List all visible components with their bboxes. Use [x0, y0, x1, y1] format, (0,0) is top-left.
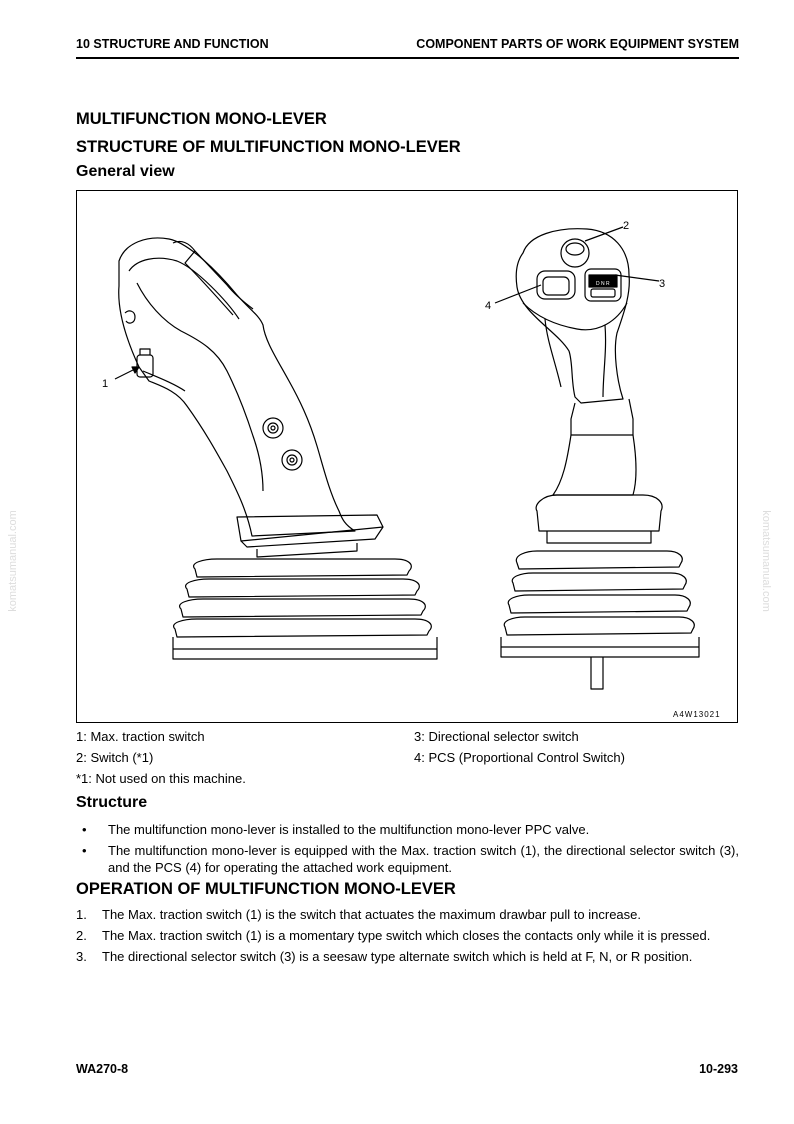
bullet-text: The multifunction mono-lever is installed to the multifunction mono-lever PPC valve.	[108, 822, 590, 837]
header-topic: COMPONENT PARTS OF WORK EQUIPMENT SYSTEM	[416, 37, 739, 51]
subsection-title: General view	[76, 163, 175, 180]
footer-page-number: 10-293	[699, 1062, 738, 1076]
header-section: 10 STRUCTURE AND FUNCTION	[76, 37, 269, 51]
bullet-mark: •	[82, 822, 87, 837]
structure-heading: Structure	[76, 794, 148, 811]
bullet-mark: •	[82, 843, 87, 858]
callout-2: 2	[623, 220, 630, 232]
item-number: 3.	[76, 949, 87, 964]
figure-code: A4W13021	[673, 710, 721, 719]
item-number: 2.	[76, 928, 87, 943]
callout-3: 3	[659, 278, 666, 290]
item-text: The Max. traction switch (1) is the switch that actuates the maximum drawbar pull to increase.	[102, 907, 641, 922]
side-view-lever	[119, 238, 437, 659]
item-text: The Max. traction switch (1) is a momentary type switch which closes the contacts only while it is pressed.	[102, 928, 711, 943]
item-number: 1.	[76, 907, 87, 922]
legend-note: *1: Not used on this machine.	[76, 771, 246, 786]
legend-item-4: 4: PCS (Proportional Control Switch)	[414, 750, 625, 765]
front-view-lever	[501, 229, 699, 689]
header-rule	[76, 57, 739, 59]
section-title: STRUCTURE OF MULTIFUNCTION MONO-LEVER	[76, 138, 461, 156]
switch-dnr-label: D N R	[596, 281, 610, 287]
mono-lever-drawing	[77, 191, 739, 724]
callout-4: 4	[485, 300, 492, 312]
bullet-text: The multifunction mono-lever is equipped with the Max. traction switch (1), the directional selector switch (3), and the PCS (4) for operating the attached work equipment.	[108, 843, 739, 875]
callout-1: 1	[102, 378, 109, 390]
footer-model: WA270-8	[76, 1062, 129, 1076]
operation-heading: OPERATION OF MULTIFUNCTION MONO-LEVER	[76, 880, 456, 898]
watermark-right: komatsumanual.com	[759, 510, 772, 612]
watermark-left: komatsumanual.com	[6, 510, 19, 612]
legend-item-1: 1: Max. traction switch	[76, 729, 205, 744]
running-header	[76, 37, 739, 57]
general-view-figure	[76, 190, 738, 723]
item-text: The directional selector switch (3) is a seesaw type alternate switch which is held at F, N, or R position.	[102, 949, 693, 964]
page-title: MULTIFUNCTION MONO-LEVER	[76, 110, 327, 128]
legend-item-2: 2: Switch (*1)	[76, 750, 154, 765]
legend-item-3: 3: Directional selector switch	[414, 729, 579, 744]
